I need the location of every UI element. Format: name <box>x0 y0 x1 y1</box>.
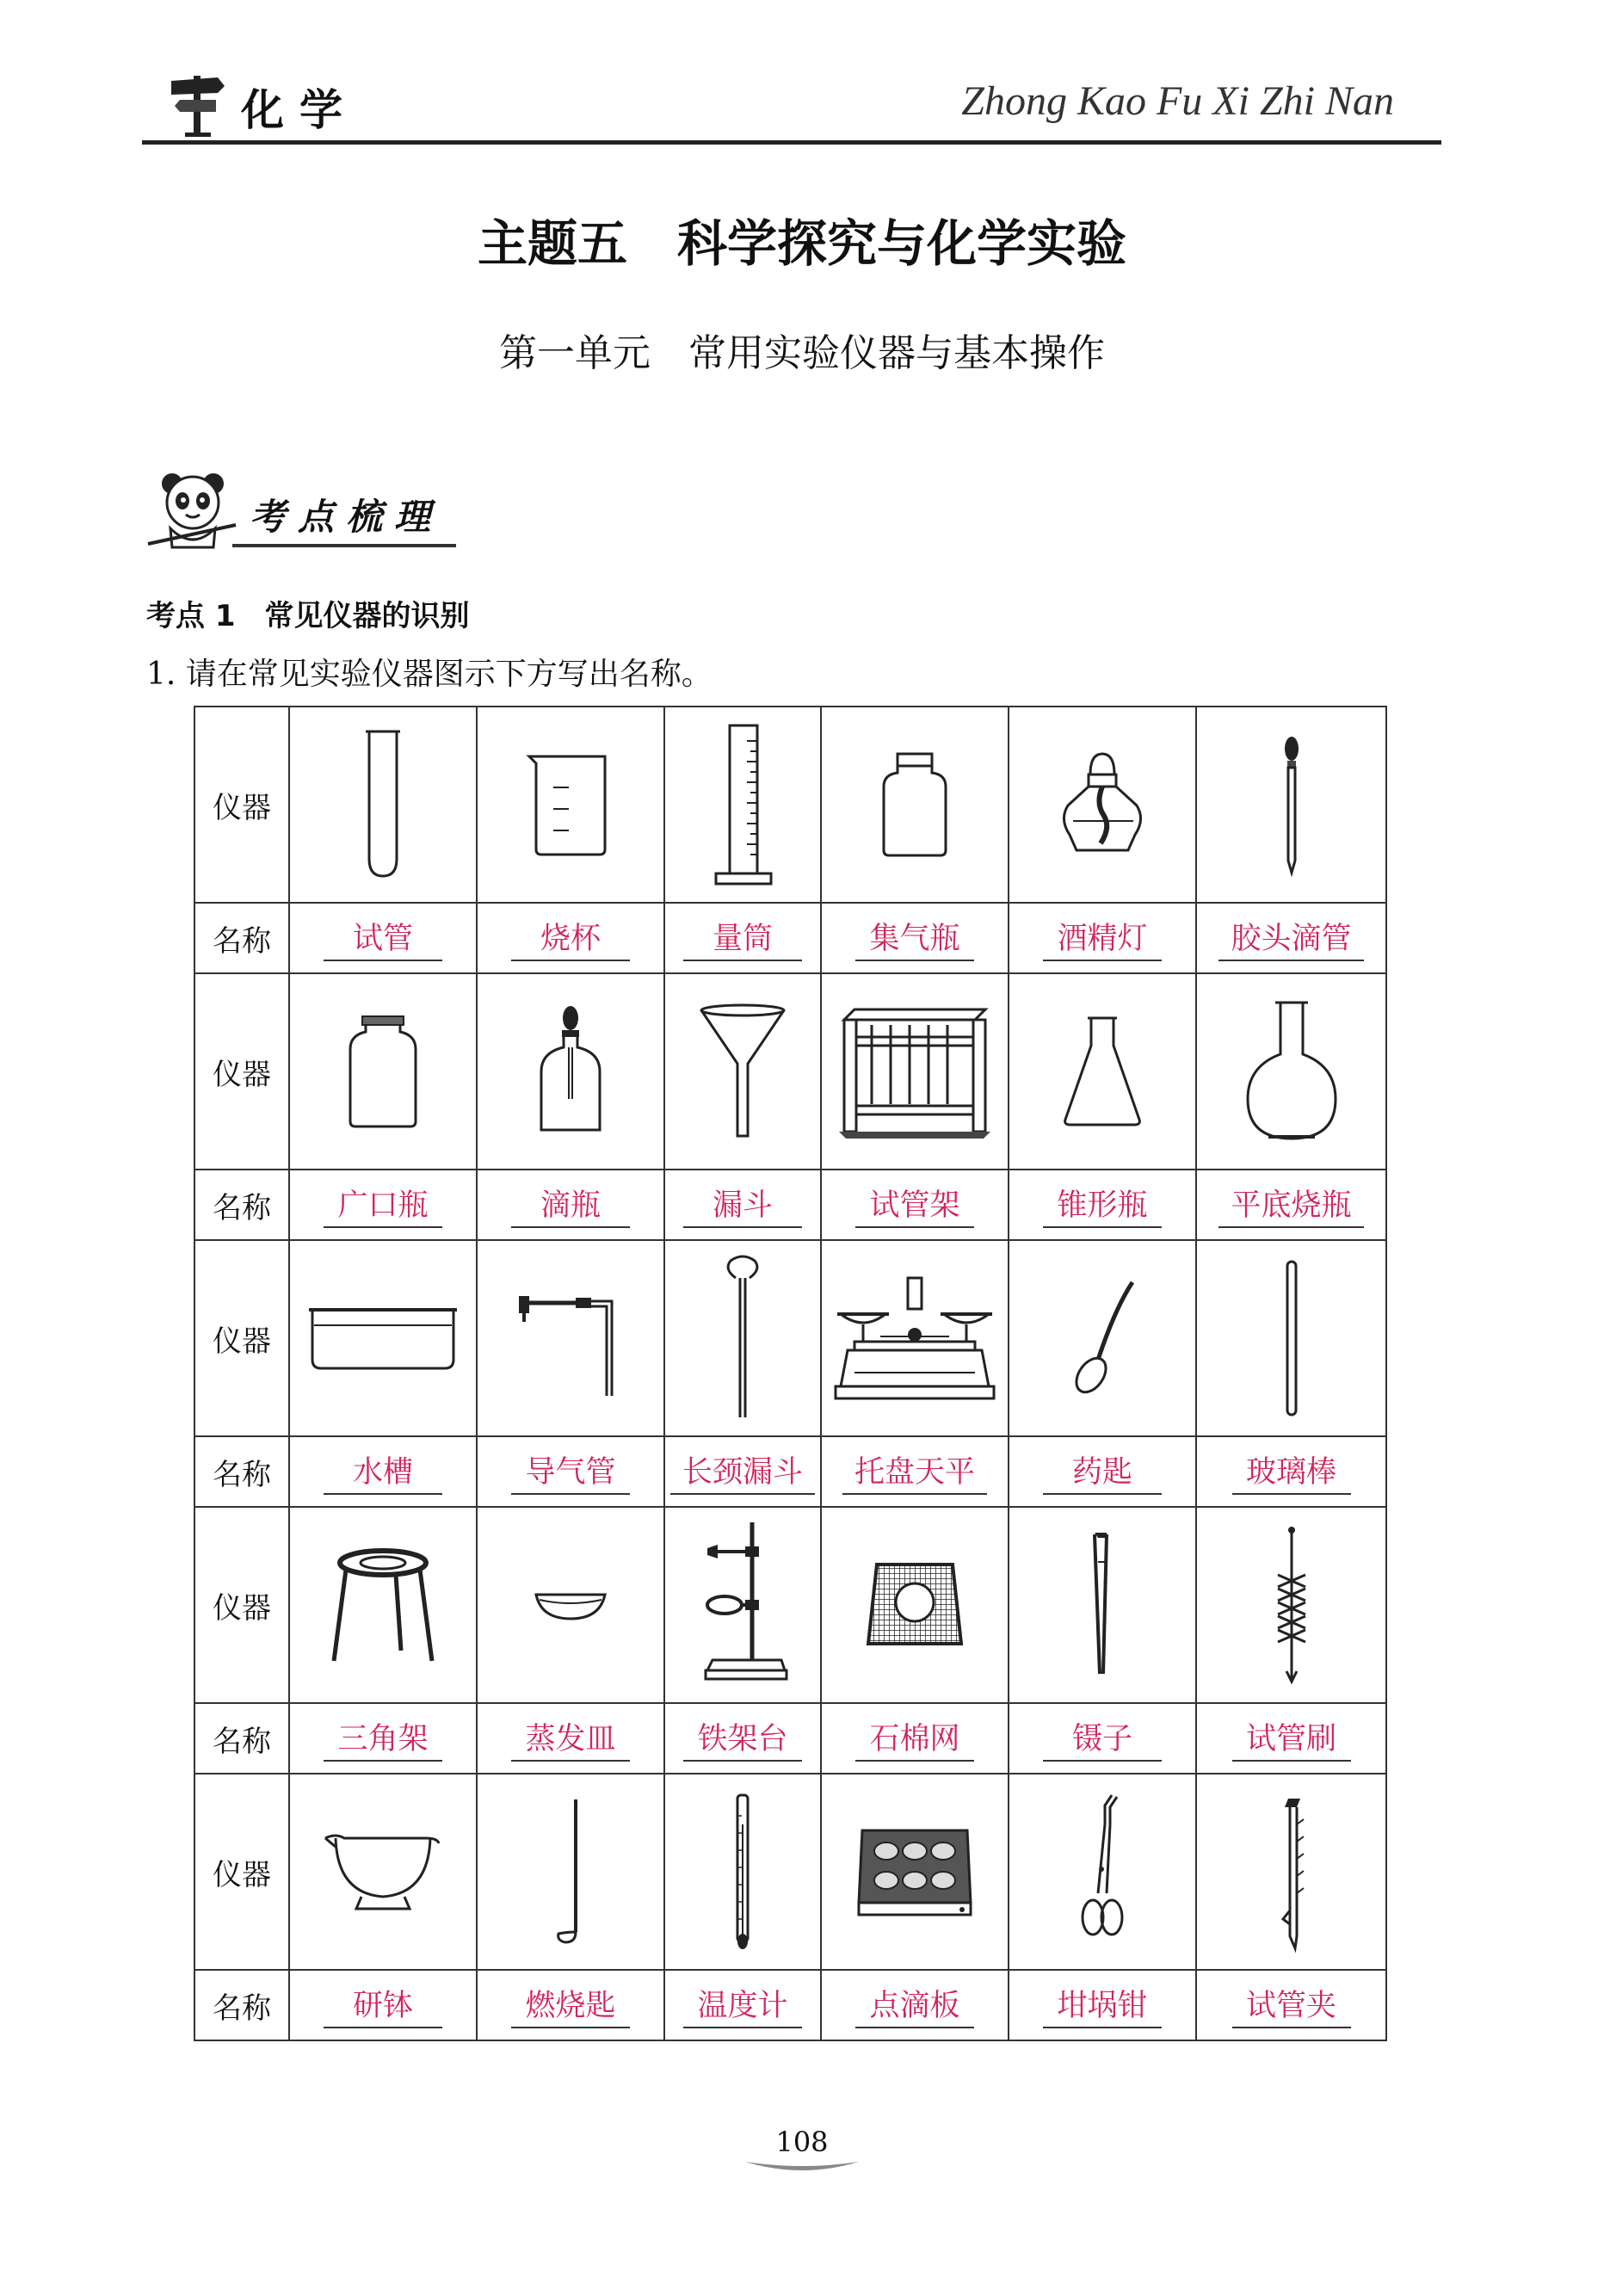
name-cell <box>664 1170 821 1240</box>
name-cell <box>821 1436 1009 1507</box>
name-cell <box>289 1703 477 1774</box>
page-number: 108 <box>775 2126 829 2158</box>
answer-text: 锥形瓶 <box>1043 1182 1162 1228</box>
answer-text: 点滴板 <box>855 1982 974 2028</box>
instrument-cell <box>821 1240 1009 1436</box>
instrument-cell <box>664 1774 821 1970</box>
row-label: 名称 <box>194 1970 289 2040</box>
conical-flask-icon <box>1055 1011 1150 1132</box>
instrument-cell <box>1196 707 1386 903</box>
name-row <box>194 1170 1386 1240</box>
tweezers-icon <box>1081 1528 1124 1682</box>
answer-text: 燃烧匙 <box>511 1982 630 2028</box>
answer-text: 集气瓶 <box>855 915 974 961</box>
answer-text: 烧杯 <box>511 915 630 961</box>
answer-text: 药匙 <box>1043 1448 1162 1495</box>
name-cell <box>289 1970 477 2040</box>
instrument-cell <box>289 1507 477 1703</box>
signpost-icon <box>168 69 228 138</box>
instrument-row <box>194 1240 1386 1436</box>
row-label: 仪器 <box>194 707 289 903</box>
page-header <box>142 60 1441 146</box>
instrument-cell <box>664 1240 821 1436</box>
name-cell <box>1196 1970 1386 2040</box>
header-rule <box>142 140 1441 145</box>
wide-mouth-bottle-icon <box>340 1011 426 1132</box>
section-banner-title: 考点梳理 <box>250 496 443 538</box>
answer-text: 广口瓶 <box>324 1182 442 1228</box>
instrument-row <box>194 1774 1386 1970</box>
instrument-cell <box>1009 1240 1196 1436</box>
name-cell <box>1009 1703 1196 1774</box>
name-cell <box>664 1970 821 2040</box>
row-label: 仪器 <box>194 1774 289 1970</box>
instrument-cell <box>289 973 477 1170</box>
name-cell <box>1009 1970 1196 2040</box>
instrument-cell <box>477 1774 664 1970</box>
answer-text: 试管夹 <box>1232 1982 1351 2028</box>
name-cell <box>289 1436 477 1507</box>
answer-text: 滴瓶 <box>511 1182 630 1228</box>
answer-text: 三角架 <box>324 1715 442 1762</box>
instrument-cell <box>289 1774 477 1970</box>
long-neck-funnel-icon <box>717 1252 768 1424</box>
name-cell <box>821 1170 1009 1240</box>
name-row <box>194 1436 1386 1507</box>
row-label: 名称 <box>194 1170 289 1240</box>
row-label: 名称 <box>194 1436 289 1507</box>
instrument-cell <box>664 973 821 1170</box>
water-trough-icon <box>305 1299 460 1377</box>
answer-text: 研钵 <box>324 1982 442 2028</box>
name-cell <box>1009 1436 1196 1507</box>
instrument-cell <box>1196 1240 1386 1436</box>
test-tube-icon <box>349 723 417 886</box>
name-row <box>194 1970 1386 2040</box>
answer-text: 试管 <box>324 915 442 961</box>
answer-text: 导气管 <box>511 1448 630 1495</box>
name-cell <box>1196 1170 1386 1240</box>
dropping-bottle-icon <box>527 1003 614 1140</box>
name-cell <box>1009 903 1196 973</box>
name-cell <box>289 1170 477 1240</box>
answer-text: 蒸发皿 <box>511 1715 630 1762</box>
name-cell <box>477 903 664 973</box>
name-cell <box>1196 1436 1386 1507</box>
instrument-cell <box>1196 1774 1386 1970</box>
name-cell <box>477 1703 664 1774</box>
evaporating-dish-icon <box>527 1579 614 1631</box>
instrument-row <box>194 707 1386 903</box>
crucible-tongs-icon <box>1072 1790 1132 1953</box>
instrument-cell <box>1196 1507 1386 1703</box>
instrument-cell <box>477 707 664 903</box>
name-cell <box>821 1703 1009 1774</box>
name-cell <box>1196 1703 1386 1774</box>
row-label: 名称 <box>194 903 289 973</box>
name-cell <box>821 903 1009 973</box>
name-cell <box>664 1436 821 1507</box>
instrument-cell <box>821 1507 1009 1703</box>
spatula-icon <box>1064 1274 1141 1403</box>
row-label: 仪器 <box>194 1507 289 1703</box>
graduated-cylinder-icon <box>704 719 781 891</box>
instrument-cell <box>289 1240 477 1436</box>
name-cell <box>664 903 821 973</box>
name-cell <box>477 1970 664 2040</box>
row-label: 名称 <box>194 1703 289 1774</box>
instrument-cell <box>477 973 664 1170</box>
instrument-cell <box>477 1507 664 1703</box>
section-banner <box>146 465 456 559</box>
answer-text: 铁架台 <box>683 1715 802 1762</box>
funnel-icon <box>691 998 794 1145</box>
topic-title: 主题五 科学探究与化学实验 <box>477 214 1126 273</box>
instrument-row <box>194 1507 1386 1703</box>
subject-title: 化学 <box>241 85 358 135</box>
answer-text: 试管架 <box>855 1182 974 1228</box>
gas-jar-icon <box>872 749 958 861</box>
name-cell <box>821 1970 1009 2040</box>
answer-text: 托盘天平 <box>842 1448 987 1495</box>
instrument-cell <box>1009 707 1196 903</box>
instrument-cell <box>477 1240 664 1436</box>
round-flask-icon <box>1236 994 1348 1149</box>
page-number-ornament-icon <box>742 2158 862 2176</box>
answer-text: 平底烧瓶 <box>1218 1182 1363 1228</box>
asbestos-gauze-icon <box>863 1558 966 1652</box>
name-cell <box>289 903 477 973</box>
panda-mascot-icon <box>146 465 241 559</box>
instrument-cell <box>821 973 1009 1170</box>
name-cell <box>1009 1170 1196 1240</box>
instruction-text: 1. 请在常见实验仪器图示下方写出名称。 <box>146 657 713 692</box>
spot-plate-icon <box>850 1820 979 1923</box>
tripod-icon <box>327 1540 439 1670</box>
answer-text: 玻璃棒 <box>1232 1448 1351 1495</box>
point-title: 考点 1 常见仪器的识别 <box>146 599 470 633</box>
instrument-cell <box>664 1507 821 1703</box>
answer-text: 坩埚钳 <box>1043 1982 1162 2028</box>
name-cell <box>477 1170 664 1240</box>
mortar-icon <box>318 1824 447 1919</box>
name-cell <box>477 1436 664 1507</box>
answer-text: 石棉网 <box>855 1715 974 1762</box>
instrument-cell <box>1009 1507 1196 1703</box>
banner-underline <box>232 544 456 547</box>
answer-text: 镊子 <box>1043 1715 1162 1762</box>
alcohol-lamp-icon <box>1051 749 1154 861</box>
dropper-icon <box>1266 731 1317 878</box>
answer-text: 量筒 <box>683 915 802 961</box>
answer-text: 试管刷 <box>1232 1715 1351 1762</box>
unit-title: 第一单元 常用实验仪器与基本操作 <box>499 331 1105 375</box>
name-cell <box>664 1703 821 1774</box>
iron-stand-icon <box>695 1519 790 1691</box>
instrument-cell <box>289 707 477 903</box>
answer-text: 酒精灯 <box>1043 915 1162 961</box>
combustion-spoon-icon <box>545 1794 596 1949</box>
row-label: 仪器 <box>194 973 289 1170</box>
thermometer-icon <box>725 1790 760 1953</box>
answer-text: 温度计 <box>683 1982 802 2028</box>
instrument-row <box>194 973 1386 1170</box>
beaker-icon <box>519 744 622 865</box>
glass-rod-icon <box>1274 1256 1309 1420</box>
answer-text: 长颈漏斗 <box>670 1448 815 1495</box>
balance-icon <box>829 1269 1001 1407</box>
name-row <box>194 903 1386 973</box>
instrument-cell <box>1009 1774 1196 1970</box>
name-row <box>194 1703 1386 1774</box>
instrument-cell <box>1009 973 1196 1170</box>
instrument-cell <box>821 707 1009 903</box>
series-title: Zhong Kao Fu Xi Zhi Nan <box>961 78 1394 124</box>
answer-text: 水槽 <box>324 1448 442 1495</box>
test-tube-clamp-icon <box>1266 1790 1317 1953</box>
answer-text: 漏斗 <box>683 1182 802 1228</box>
name-cell <box>1196 903 1386 973</box>
test-tube-rack-icon <box>837 1003 992 1140</box>
instrument-table <box>194 706 1387 2041</box>
instrument-cell <box>821 1774 1009 1970</box>
instrument-cell <box>664 707 821 903</box>
instrument-cell <box>1196 973 1386 1170</box>
row-label: 仪器 <box>194 1240 289 1436</box>
test-tube-brush-icon <box>1266 1523 1317 1687</box>
gas-tube-icon <box>510 1274 631 1403</box>
answer-text: 胶头滴管 <box>1218 915 1363 961</box>
